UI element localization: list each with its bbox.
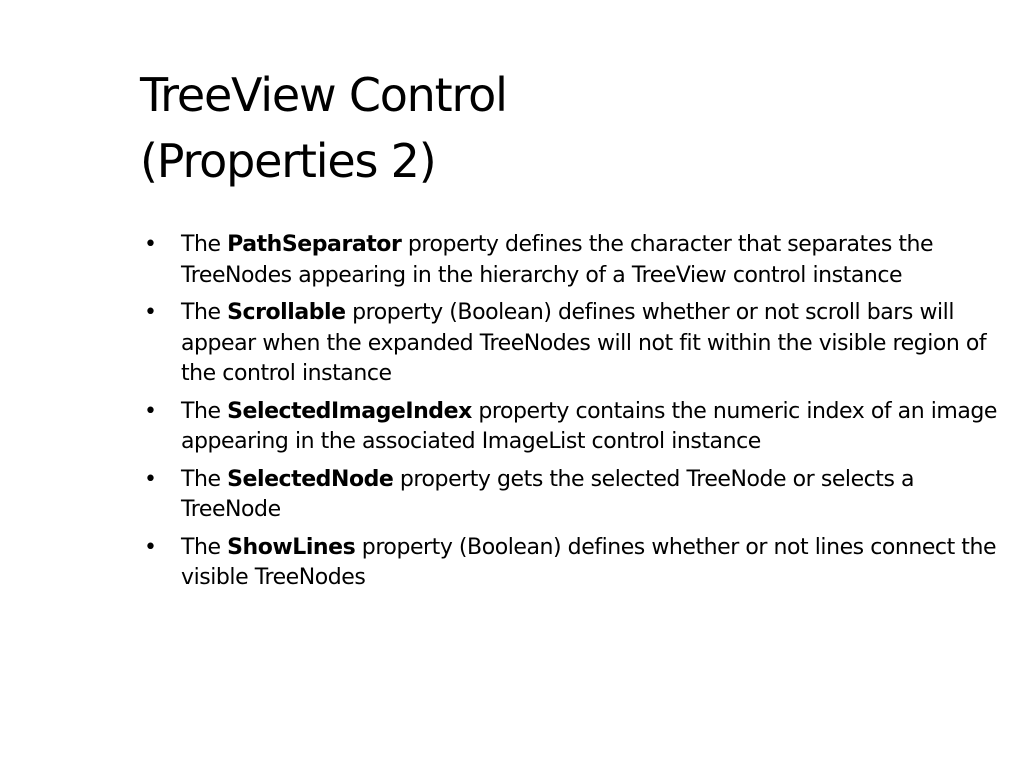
property-name: Scrollable: [227, 300, 346, 325]
bullet-description: property defines the character that separates the TreeNodes appearing in the hierarchy of a TreeView control instance: [181, 232, 934, 288]
bullet-icon: •: [144, 398, 157, 424]
bullet-item-showlines: [140, 533, 1000, 594]
bullet-item-selectednode: [140, 465, 1000, 526]
bullet-description: property (Boolean) defines whether or not scroll bars will appear when the expanded TreeNodes will not fit within the visible region of the control instance: [181, 300, 987, 386]
property-name: PathSeparator: [227, 232, 402, 257]
bullet-list: [140, 230, 1000, 601]
bullet-lead-text: The: [181, 466, 228, 492]
bullet-description: property (Boolean) defines whether or not lines connect the visible TreeNodes: [181, 534, 997, 590]
slide-title-line-1: TreeView Control: [140, 68, 507, 122]
property-name: SelectedNode: [227, 466, 394, 492]
bullet-item-scrollable: [140, 298, 1000, 390]
property-name: ShowLines: [227, 534, 356, 560]
bullet-item-selectedimageindex: [140, 397, 1000, 458]
bullet-description: property contains the numeric index of an image appearing in the associated ImageList control instance: [181, 398, 998, 454]
bullet-icon: •: [144, 232, 157, 257]
bullet-item-pathseparator: [140, 230, 1000, 291]
slide-title-line-2: (Properties 2): [140, 134, 436, 188]
bullet-icon: •: [144, 466, 157, 492]
slide-title: [140, 62, 900, 194]
bullet-lead-text: The: [181, 398, 228, 424]
bullet-icon: •: [144, 300, 157, 325]
bullet-lead-text: The: [181, 300, 228, 325]
bullet-icon: •: [144, 534, 157, 560]
property-name: SelectedImageIndex: [227, 398, 472, 424]
bullet-lead-text: The: [181, 232, 228, 257]
bullet-lead-text: The: [181, 534, 228, 560]
bullet-description: property gets the selected TreeNode or selects a TreeNode: [181, 466, 915, 522]
